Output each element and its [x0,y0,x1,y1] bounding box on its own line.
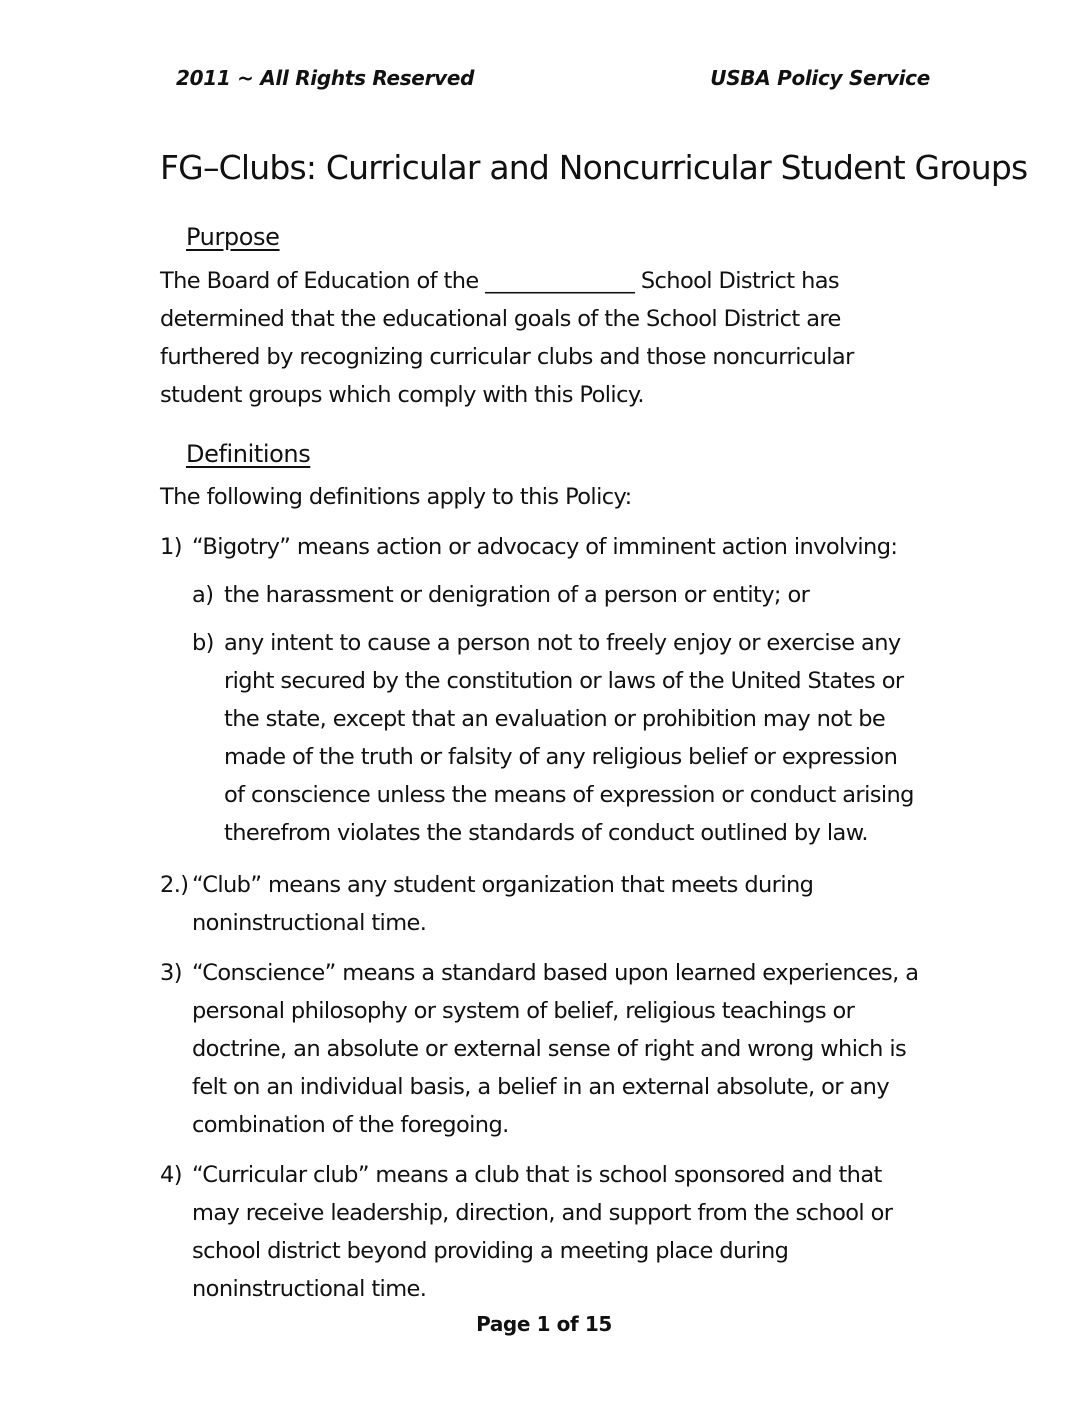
subitem-text: the harassment or denigration of a person or entity; or [224,582,810,608]
definition-number: 2.) [160,872,189,898]
definition-subitem [160,624,920,852]
definition-text: “Club” means any student organization that meets during noninstructional time. [192,872,814,936]
header-service-name: USBA Policy Service [710,66,930,90]
document-title: FG–Clubs: Curricular and Noncurricular Student Groups [160,148,1028,187]
definition-number: 1) [160,534,182,560]
purpose-heading: Purpose [186,223,280,251]
definition-text: “Conscience” means a standard based upon learned experiences, a personal philosophy or system of belief, religious teachings or doctrine, an absolute or external sense of right and wrong which is felt on an individual basis, a belief in an external absolute, or any combination of the foregoing. [192,960,919,1138]
page-number-footer [0,1312,1088,1336]
definition-text: “Bigotry” means action or advocacy of imminent action involving: [192,534,898,560]
subitem-text: any intent to cause a person not to freely enjoy or exercise any right secured by the constitution or laws of the United States or the state, except that an evaluation or prohibition may not be made of the truth or falsity of any religious belief or expression of conscience unless the means of expression or conduct arising therefrom violates the standards of conduct outlined by law. [224,630,914,846]
definition-subitem [160,576,920,614]
definition-item-club [160,866,920,942]
definition-item-curricular-club [160,1156,920,1308]
definition-text: “Curricular club” means a club that is school sponsored and that may receive leadership, direction, and support from the school or school district beyond providing a meeting place during noninstructional time. [192,1162,893,1302]
header-copyright: 2011 ~ All Rights Reserved [176,66,475,90]
definitions-intro: The following definitions apply to this Policy: [160,484,632,510]
page-number: Page 1 of 15 [476,1312,612,1336]
definitions-heading: Definitions [186,440,311,468]
definition-item-bigotry [160,528,920,852]
definition-number: 4) [160,1162,182,1188]
subitem-letter: b) [192,630,214,656]
subitem-letter: a) [192,582,214,608]
definition-number: 3) [160,960,182,986]
purpose-paragraph: The Board of Education of the ______________ School District has determined that the educational goals of the School District are furthered by recognizing curricular clubs and those noncurricular student groups which comply with this Policy. [160,268,854,408]
definition-item-conscience [160,954,920,1144]
